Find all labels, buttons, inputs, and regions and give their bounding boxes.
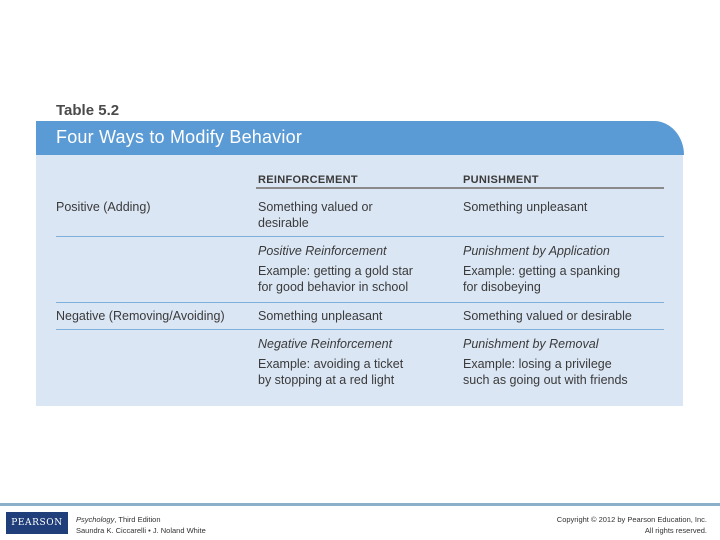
header-reinforcement: REINFORCEMENT — [258, 174, 358, 186]
row-divider — [56, 302, 664, 303]
negative-punishment-example — [463, 336, 628, 388]
example-name: Negative Reinforcement — [258, 337, 393, 351]
positive-reinforcement-cell — [258, 199, 373, 231]
copyright-text: Copyright © 2012 by Pearson Education, Inc. — [556, 515, 707, 524]
row-divider — [56, 236, 664, 237]
row-divider — [56, 329, 664, 330]
pearson-logo — [6, 512, 68, 534]
row-label-negative: Negative (Removing/Avoiding) — [56, 309, 225, 323]
example-line: Example: avoiding a ticket — [258, 357, 404, 371]
book-title: Psychology — [76, 515, 115, 524]
negative-reinforcement-example — [258, 336, 403, 388]
table-title: Four Ways to Modify Behavior — [56, 127, 303, 147]
example-line: Example: getting a gold star — [258, 264, 413, 278]
example-line: Example: losing a privilege — [463, 357, 612, 371]
table-number: Table 5.2 — [56, 102, 120, 119]
cell-line: Something valued or — [258, 200, 373, 214]
book-title-line — [76, 514, 206, 525]
example-name: Punishment by Application — [463, 244, 610, 258]
example-line: by stopping at a red light — [258, 373, 395, 387]
cell-line: desirable — [258, 216, 309, 230]
example-line: such as going out with friends — [463, 373, 628, 387]
positive-reinforcement-example — [258, 243, 413, 295]
cell-line: Something unpleasant — [258, 309, 383, 323]
header-punishment: PUNISHMENT — [463, 174, 539, 186]
row-label-positive: Positive (Adding) — [56, 200, 151, 214]
example-name: Positive Reinforcement — [258, 244, 387, 258]
cell-line: Something unpleasant — [463, 200, 588, 214]
negative-punishment-cell — [463, 308, 632, 324]
example-name: Punishment by Removal — [463, 337, 599, 351]
positive-punishment-example — [463, 243, 620, 295]
book-authors: Saundra K. Ciccarelli • J. Noland White — [76, 526, 206, 535]
example-line: for good behavior in school — [258, 280, 409, 294]
footer-copyright — [557, 514, 707, 536]
negative-reinforcement-cell — [258, 308, 382, 324]
example-line: for disobeying — [463, 280, 541, 294]
cell-line: Something valued or desirable — [463, 309, 632, 323]
table-title-bar — [36, 121, 684, 155]
header-rule — [256, 187, 664, 189]
book-edition: , Third Edition — [114, 515, 161, 524]
logo-text: PEARSON — [11, 518, 63, 528]
footer-divider — [0, 503, 720, 506]
positive-punishment-cell — [463, 199, 587, 215]
rights-text: All rights reserved. — [644, 526, 707, 535]
example-line: Example: getting a spanking — [463, 264, 621, 278]
footer-book-info — [76, 514, 206, 536]
